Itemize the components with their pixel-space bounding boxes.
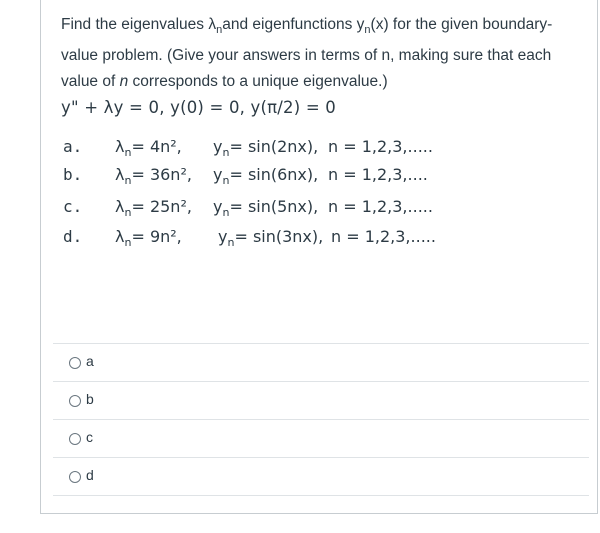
answer-choice-label[interactable]: d	[86, 467, 94, 483]
lambda-sub: n	[124, 236, 132, 250]
option-lead: b.	[63, 165, 83, 184]
equation: y" + λy = 0, y(0) = 0, y(π/2) = 0	[61, 98, 336, 117]
y-subscript: n	[364, 24, 371, 37]
answer-choice-b[interactable]	[53, 381, 589, 419]
question-line-1	[61, 12, 581, 43]
y-sub: n	[227, 236, 235, 250]
lambda-sub: n	[124, 174, 132, 188]
y-symbol: y	[218, 227, 228, 246]
question-line-1-part: Find the eigenvalues λ	[61, 16, 217, 33]
lambda-value: = 4n²,	[131, 137, 182, 156]
answer-choice-d[interactable]	[53, 457, 589, 495]
question-line-3-n: n	[119, 73, 129, 91]
option-y	[213, 197, 318, 219]
option-lead: c.	[63, 197, 83, 216]
radio-button-b[interactable]	[69, 395, 81, 407]
question-line-3	[61, 69, 581, 95]
lambda-value: = 25n²,	[131, 197, 192, 216]
radio-button-d[interactable]	[69, 471, 81, 483]
question-line-1-end: (x) for the given boundary-	[370, 16, 553, 33]
question-line-1-rest: and eigenfunctions y	[222, 16, 365, 33]
option-n-range: n = 1,2,3,.....	[328, 137, 433, 156]
answer-choice-label[interactable]: b	[86, 391, 94, 407]
lambda-value: = 9n²,	[131, 227, 182, 246]
option-lambda	[115, 197, 192, 219]
lambda-sub: n	[124, 206, 132, 220]
lambda-symbol: λ	[115, 137, 125, 156]
answer-choice-label[interactable]: a	[86, 353, 94, 369]
option-n-range: n = 1,2,3,.....	[331, 227, 436, 246]
option-y	[213, 165, 318, 187]
question-text	[61, 12, 581, 95]
y-value: = sin(3nx),	[234, 227, 324, 246]
y-symbol: y	[213, 137, 223, 156]
question-line-2: value problem. (Give your answers in terms of n, making sure that each	[61, 47, 552, 65]
option-lambda	[115, 165, 192, 187]
y-value: = sin(2nx),	[229, 137, 319, 156]
question-card	[40, 0, 598, 514]
y-sub: n	[222, 206, 230, 220]
y-value: = sin(6nx),	[229, 165, 319, 184]
question-line-3-a: value of	[61, 73, 120, 91]
y-sub: n	[222, 146, 230, 160]
choices-bottom-divider	[53, 495, 589, 496]
option-n-range: n = 1,2,3,.....	[328, 197, 433, 216]
option-lead: d.	[63, 227, 83, 246]
lambda-symbol: λ	[115, 227, 125, 246]
answer-choice-label[interactable]: c	[86, 429, 93, 445]
option-lambda	[115, 137, 182, 159]
question-line-3-b: corresponds to a unique eigenvalue.)	[128, 73, 388, 91]
option-lambda	[115, 227, 182, 249]
radio-button-c[interactable]	[69, 433, 81, 445]
lambda-symbol: λ	[115, 165, 125, 184]
y-symbol: y	[213, 165, 223, 184]
lambda-subscript: n	[216, 24, 223, 37]
answer-choice-c[interactable]	[53, 419, 589, 457]
option-y	[213, 137, 318, 159]
answer-choice-a[interactable]	[53, 343, 589, 381]
lambda-value: = 36n²,	[131, 165, 192, 184]
lambda-symbol: λ	[115, 197, 125, 216]
lambda-sub: n	[124, 146, 132, 160]
y-symbol: y	[213, 197, 223, 216]
y-sub: n	[222, 174, 230, 188]
answer-choices	[53, 343, 589, 496]
option-n-range: n = 1,2,3,....	[328, 165, 428, 184]
radio-button-a[interactable]	[69, 357, 81, 369]
option-y	[218, 227, 323, 249]
option-lead: a.	[63, 137, 83, 156]
y-value: = sin(5nx),	[229, 197, 319, 216]
